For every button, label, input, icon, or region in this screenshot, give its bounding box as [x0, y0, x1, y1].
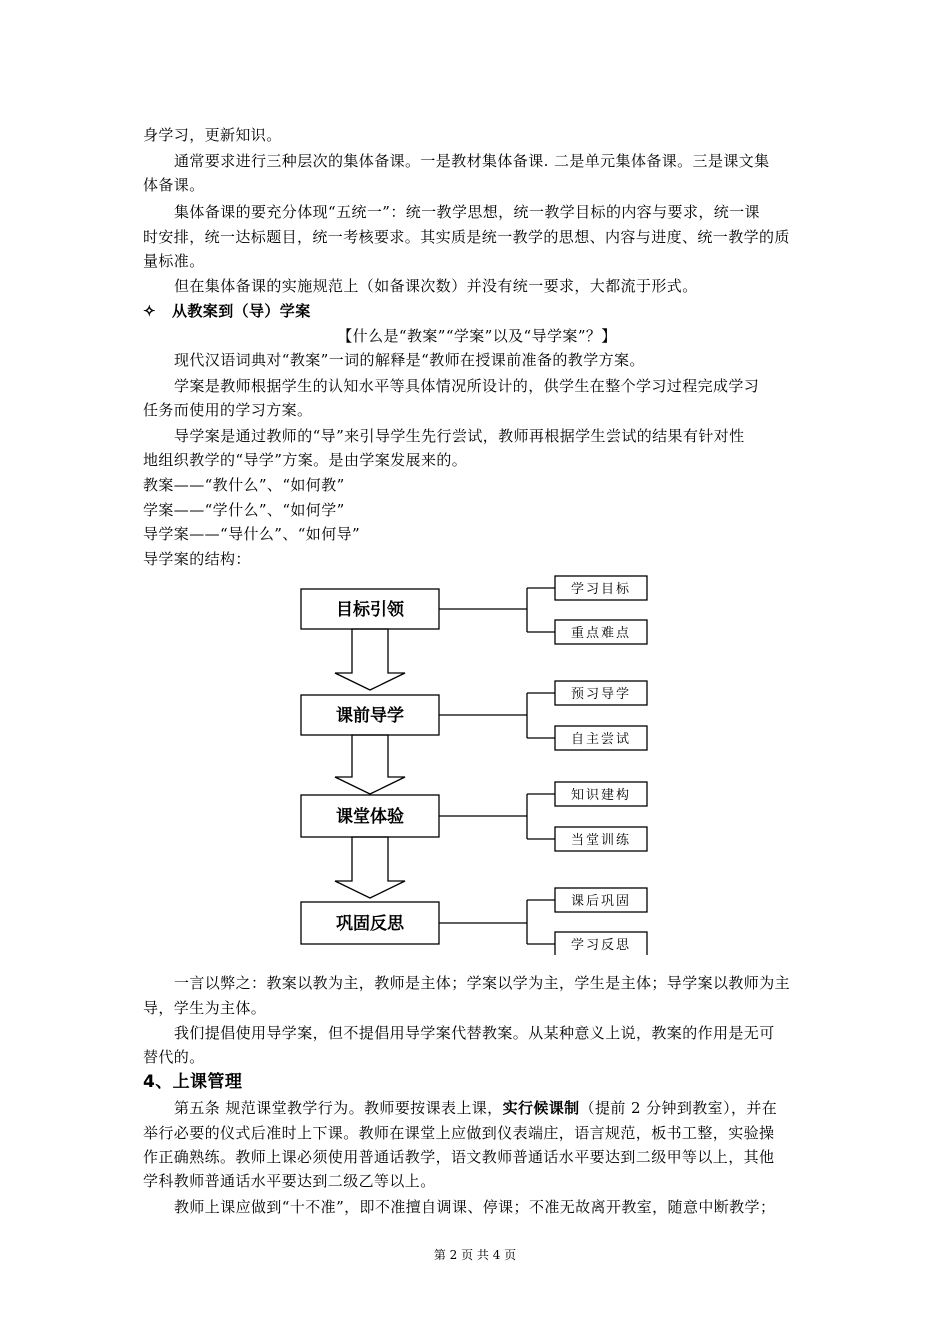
down-arrow [335, 735, 405, 794]
item-label: 知识建构 [570, 788, 632, 803]
item-label: 课后巩固 [570, 894, 632, 909]
paragraph-line: 地组织教学的“导学”方案。是由学案发展来的。 [143, 451, 468, 469]
down-arrow [335, 837, 405, 898]
paragraph-line: 教案——“教什么”、“如何教” [143, 476, 345, 494]
item-label: 自主尝试 [570, 732, 632, 747]
paragraph-line: 体备课。 [143, 176, 205, 194]
paragraph-line: 学科教师普通话水平要达到二级乙等以上。 [143, 1172, 436, 1190]
paragraph-line [174, 1097, 811, 1119]
paragraph-line: 替代的。 [143, 1048, 205, 1066]
item-label: 学习反思 [570, 938, 632, 953]
item-label: 学习目标 [570, 582, 632, 597]
section-heading: 4、上课管理 [143, 1072, 243, 1092]
paragraph-line: 导，学生为主体。 [143, 999, 267, 1017]
emphasis-text: 实行候课制 [502, 1099, 580, 1117]
paragraph-line: 现代汉语词典对“教案”一词的解释是“教师在授课前准备的教学方案。 [174, 351, 645, 369]
item-label: 预习导学 [570, 687, 632, 702]
paragraph-line: 学案是教师根据学生的认知水平等具体情况所设计的，供学生在整个学习过程完成学习 [174, 377, 760, 395]
stage-label: 巩固反思 [336, 914, 404, 934]
item-label: 重点难点 [570, 626, 632, 641]
text-run: （提前 2 分钟到教室），并在 [579, 1099, 778, 1117]
paragraph-line: 作正确熟练。教师上课必须使用普通话教学，语文教师普通话水平要达到二级甲等以上，其他 [143, 1148, 775, 1166]
paragraph-line: 通常要求进行三种层次的集体备课。一是教材集体备课. 二是单元集体备课。三是课文集 [174, 152, 770, 170]
paragraph-line: 举行必要的仪式后准时上下课。教师在课堂上应做到仪表端庄，语言规范，板书工整，实验操 [143, 1124, 775, 1142]
paragraph-line: 教师上课应做到“十不准”，即不准擅自调课、停课；不准无故离开教室，随意中断教学； [174, 1198, 776, 1216]
paragraph-line: 我们提倡使用导学案，但不提倡用导学案代替教案。从某种意义上说，教案的作用是无可 [174, 1024, 775, 1042]
page-footer: 第 2 页 共 4 页 [433, 1248, 517, 1262]
bullet-icon: ✧ [143, 302, 156, 320]
paragraph-line: 导学案是通过教师的“导”来引导学生先行尝试，教师再根据学生尝试的结果有针对性 [174, 427, 745, 445]
paragraph-line: 量标准。 [143, 252, 205, 270]
paragraph-line: 导学案的结构： [143, 550, 251, 568]
paragraph-line: 时安排，统一达标题目，统一考核要求。其实质是统一教学的思想、内容与进度、统一教学的质 [143, 228, 790, 246]
paragraph-line: 任务而使用的学习方案。 [143, 401, 313, 419]
text-run: 第五条 规范课堂教学行为。教师要按课表上课， [174, 1099, 503, 1117]
stage-label: 课前导学 [336, 706, 404, 726]
paragraph-line: 但在集体备课的实施规范上（如备课次数）并没有统一要求，大都流于形式。 [174, 277, 698, 295]
paragraph-line: 集体备课的要充分体现“五统一”：统一教学思想，统一教学目标的内容与要求，统一课 [174, 203, 760, 221]
stage-label: 课堂体验 [336, 807, 404, 827]
item-label: 当堂训练 [570, 833, 632, 848]
down-arrow [335, 629, 405, 690]
stage-label: 目标引领 [336, 600, 404, 620]
section-heading: 从教案到（导）学案 [172, 302, 311, 320]
paragraph-line: 身学习，更新知识。 [143, 126, 282, 144]
paragraph-line: 一言以弊之：教案以教为主，教师是主体；学案以学为主，学生是主体；导学案以教师为主 [174, 974, 791, 992]
paragraph-line: 学案——“学什么”、“如何学” [143, 501, 345, 519]
sub-heading: 【什么是“教案”“学案”以及“导学案”？】 [337, 327, 617, 345]
paragraph-line: 导学案——“导什么”、“如何导” [143, 525, 361, 543]
structure-diagram [290, 565, 660, 955]
